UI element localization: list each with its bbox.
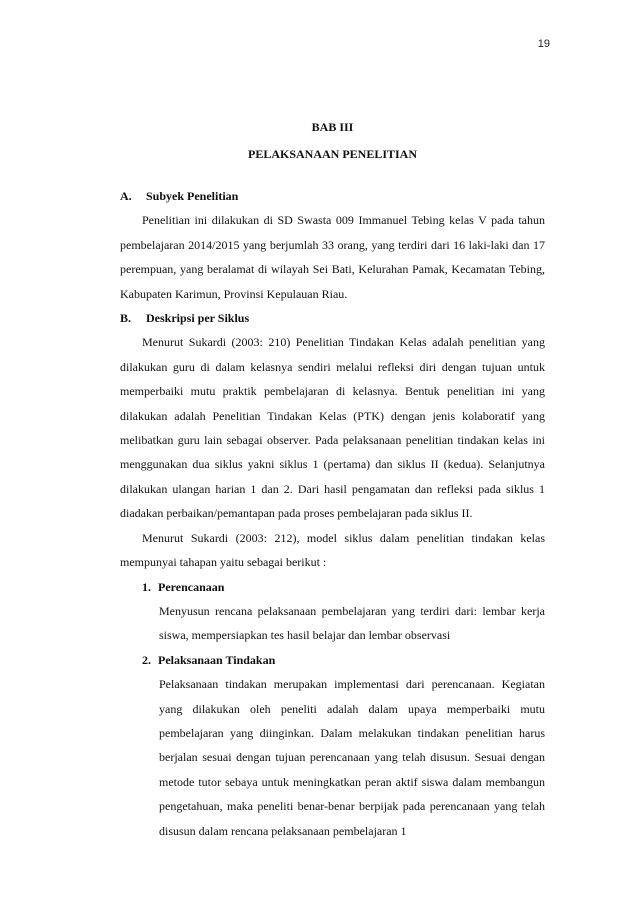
list-item-text: Menyusun rencana pelaksanaan pembelajaran yang terdiri dari: lembar kerja siswa, mempersiapkan tes hasil belajar dan lembar observasi — [159, 603, 545, 643]
paragraph: Menurut Sukardi (2003: 210) Penelitian Tindakan Kelas adalah penelitian yang dilakukan guru di dalam kelasnya sendiri melalui refleksi diri dengan tujuan untuk memperbaiki mutu praktik pembelajaran di kelasnya. Bentuk penelitian ini yang dilakukan adalah Penelitian Tindakan Kelas (PTK) dengan jenis kolaboratif yang melibatkan guru lain sebagai observer. Pada pelaksanaan penelitian tindakan kelas ini menggunakan dua siklus yakni siklus 1 (pertama) dan siklus II (kedua). Selanjutnya dilakukan ulangan harian 1 dan 2. Dari hasil pengamatan dan refleksi pada siklus 1 diadakan perbaikan/pemantapan pada proses pembelajaran pada siklus II. — [120, 335, 545, 521]
list-item-text: Pelaksanaan tindakan merupakan implementasi dari perencanaan. Kegiatan yang dilakukan oleh peneliti adalah dalam upaya memperbaiki mutu pembelajaran yang diinginkan. Dalam melakukan tindakan penelitian harus berjalan sesuai dengan tujuan perencanaan yang telah disusun. Sesuai dengan metode tutor sebaya untuk meningkatkan peran aktif siswa dalam membangun pengetahuan, maka peneliti benar-benar berpijak pada perencanaan yang telah disusun dalam rencana pelaksanaan pembelajaran 1 — [159, 677, 545, 838]
list-item-label: 2. — [142, 652, 151, 667]
chapter-number: BAB III — [311, 120, 354, 134]
section-heading-b — [120, 306, 545, 330]
list-item-perencanaan — [142, 575, 545, 599]
list-item-pelaksanaan — [142, 648, 545, 672]
list-item-heading — [142, 648, 545, 672]
list-item-heading — [142, 575, 545, 599]
section-label: A. — [120, 189, 132, 203]
paragraph: Penelitian ini dilakukan di SD Swasta 009 Immanuel Tebing kelas V pada tahun pembelajaran 2014/2015 yang berjumlah 33 orang, yang terdiri dari 16 laki-laki dan 17 perempuan, yang beralamat di wilayah Sei Bati, Kelurahan Pamak, Kecamatan Tebing, Kabupaten Karimun, Provinsi Kepulauan Riau. — [120, 213, 545, 301]
list-item-title: Pelaksanaan Tindakan — [158, 652, 276, 667]
chapter-title: PELAKSANAAN PENELITIAN — [247, 147, 418, 161]
section-title: Deskripsi per Siklus — [146, 311, 250, 326]
page-number: 19 — [537, 38, 550, 50]
list-item-label: 1. — [142, 579, 151, 594]
paragraph: Menurut Sukardi (2003: 212), model siklus dalam penelitian tindakan kelas mempunyai tahapan yaitu sebagai berikut : — [120, 530, 545, 570]
list-item-title: Perencanaan — [158, 579, 225, 594]
section-title: Subyek Penelitian — [146, 189, 239, 203]
section-heading-a — [120, 184, 545, 208]
section-label: B. — [120, 311, 132, 326]
document-body — [120, 184, 545, 843]
